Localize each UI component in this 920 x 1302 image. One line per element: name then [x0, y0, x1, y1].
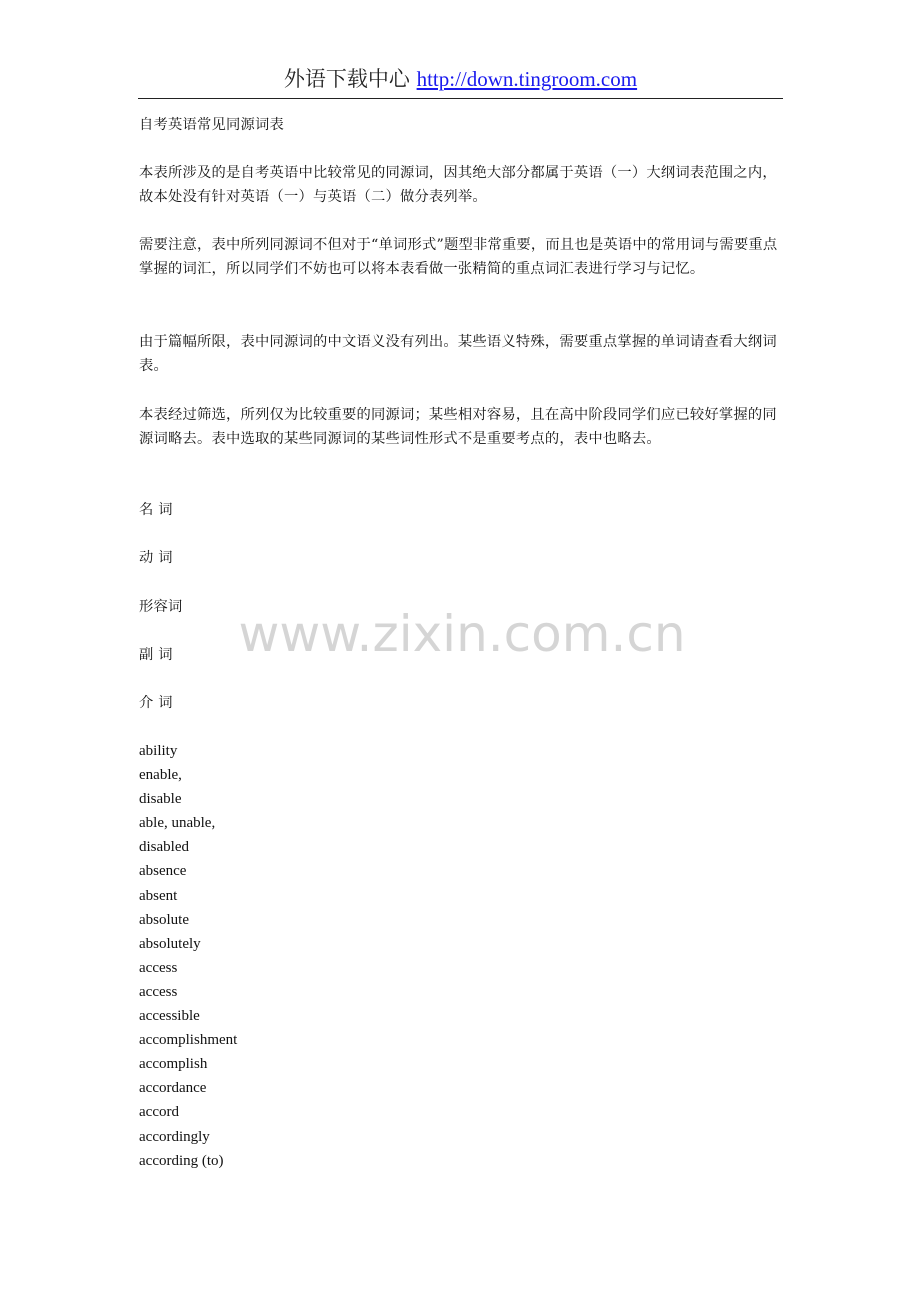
word-item: absolutely [139, 935, 201, 952]
watermark-text: www.zixin.com.cn [238, 605, 686, 663]
pos-verb: 动 词 [139, 550, 173, 567]
intro-paragraph-limits: 由于篇幅所限，表中同源词的中文语义没有列出。某些语义特殊，需要重点掌握的单词请查看大纲词表。 [139, 334, 777, 374]
word-item: enable, [139, 767, 182, 784]
word-item: accomplishment [139, 1032, 238, 1049]
pos-adverb: 副 词 [139, 646, 173, 663]
intro-paragraph-importance: 需要注意，表中所列同源词不但对于“单词形式”题型非常重要，而且也是英语中的常用词与需要重点掌握的词汇，所以同学们不妨也可以将本表看做一张精简的重点词汇表进行学习与记忆。 [139, 237, 778, 277]
word-item: disable [139, 791, 182, 808]
word-item: absence [139, 863, 187, 880]
word-item: absent [139, 887, 178, 904]
pos-adjective: 形容词 [139, 598, 183, 615]
word-item: accordance [139, 1080, 207, 1097]
word-item: access [139, 959, 178, 976]
cognate-word-list [139, 739, 237, 1173]
intro-paragraph-scope: 本表所涉及的是自考英语中比较常见的同源词，因其绝大部分都属于英语（一）大纲词表范围之内，故本处没有针对英语（一）与英语（二）做分表列举。 [139, 165, 777, 205]
word-item: disabled [139, 839, 189, 856]
document-title: 自考英语常见同源词表 [139, 117, 284, 133]
site-url-link[interactable]: http://down.tingroom.com [416, 67, 638, 91]
word-item: accessible [139, 1008, 200, 1025]
word-item: access [139, 983, 178, 1000]
page-header [138, 64, 783, 99]
word-item: accordingly [139, 1128, 210, 1145]
word-item: according (to) [139, 1152, 224, 1169]
site-name: 外语下载中心 [283, 67, 410, 91]
word-item: accord [139, 1104, 179, 1121]
word-item: ability [139, 743, 178, 759]
word-item: able, unable, [139, 815, 216, 832]
pos-preposition: 介 词 [139, 695, 173, 712]
word-item: accomplish [139, 1056, 208, 1073]
parts-of-speech-list [139, 498, 183, 739]
intro-paragraph-selection: 本表经过筛选，所列仅为比较重要的同源词；某些相对容易，且在高中阶段同学们应已较好掌握的同源词略去。表中选取的某些同源词的某些词性形式不是重要考点的，表中也略去。 [139, 407, 777, 447]
word-item: absolute [139, 911, 189, 928]
pos-noun: 名 词 [139, 502, 173, 518]
